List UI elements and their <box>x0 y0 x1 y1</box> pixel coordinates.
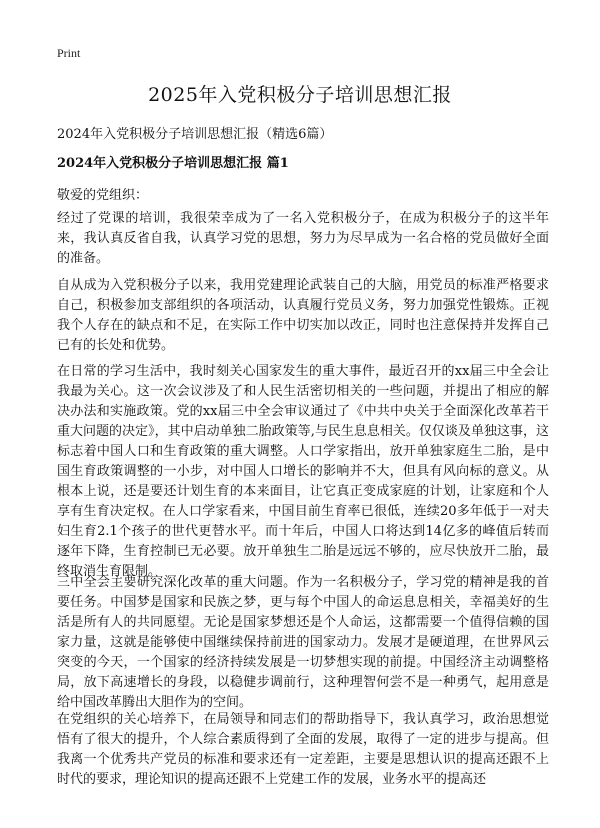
section-heading: 2024年入党积极分子培训思想汇报 篇1 <box>57 156 289 171</box>
paragraph: 三中全会主要研究深化改革的重大问题。作为一名积极分子，学习党的精神是我的首要任务。中国梦是国家和民族之梦，更与每个中国人的命运息息相关，幸福美好的生活是所有人的共同愿望。无论是国家梦想还是个人命运，这都需要一个值得信赖的国家力量，这就是能够使中国继续保持前进的国家动力。发展才是硬道理，在世界风云突变的今天，一个国家的经济持续发展是一切梦想实现的前提。中国经济主动调整格局，放下高速增长的身段，以稳健步调前行，这种理智何尝不是一种勇气，起用意是给中国改革腾出大胆作为的空间。 <box>57 575 549 710</box>
salutation: 敬爱的党组织： <box>57 188 149 203</box>
print-link[interactable]: Print <box>57 46 81 60</box>
paragraph: 经过了党课的培训，我很荣幸成为了一名入党积极分子，在成为积极分子的这半年来，我认真反省自我，认真学习党的思想，努力为尽早成为一名合格的党员做好全面的准备。 <box>57 211 549 266</box>
paragraph: 在日常的学习生活中，我时刻关心国家发生的重大事件，最近召开的xx届三中全会让我最为关心。这一次会议涉及了和人民生活密切相关的一些问题，并提出了相应的解决办法和实施政策。党的xx届三中全会审议通过了《中共中央关于全面深化改革若干重大问题的决定》，其中启动单独二胎政策等,与民生息息相关。仅仅谈及单独这事，这标志着中国人口和生育政策的重大调整。人口学家指出，放开单独家庭生二胎，是中国生育政策调整的一小步，对中国人口增长的影响并不大，但具有风向标的意义。从根本上说，还是要还计划生育的本来面目，让它真正变成家庭的计划，让家庭和个人享有生育决定权。在人口学家看来，中国目前生育率已很低，连续20多年低于一对夫妇生育2.1个孩子的世代更替水平。而十年后，中国人口将达到14亿多的峰值后转而逐年下降，生育控制已无必要。放开单独生二胎是远远不够的，应尽快放开二胎，最终取消生育限制。 <box>57 364 549 579</box>
page-title: 2025年入党积极分子培训思想汇报 <box>148 84 452 106</box>
document-subtitle: 2024年入党积极分子培训思想汇报（精选6篇） <box>57 127 333 142</box>
paragraph: 在党组织的关心培养下，在局领导和同志们的帮助指导下，我认真学习，政治思想觉悟有了很大的提升，个人综合素质得到了全面的发展，取得了一定的进步与提高。但我离一个优秀共产党员的标准和要求还有一定差距，主要是思想认识的提高还跟不上时代的要求，理论知识的提高还跟不上党建工作的发展，业务水平的提高还 <box>57 712 549 787</box>
paragraph: 自从成为入党积极分子以来，我用党建理论武装自己的大脑，用党员的标准严格要求自己，积极参加支部组织的各项活动，认真履行党员义务，努力加强党性锻炼。正视我个人存在的缺点和不足，在实际工作中切实加以改正，同时也注意保持并发挥自己已有的长处和优势。 <box>57 278 549 353</box>
